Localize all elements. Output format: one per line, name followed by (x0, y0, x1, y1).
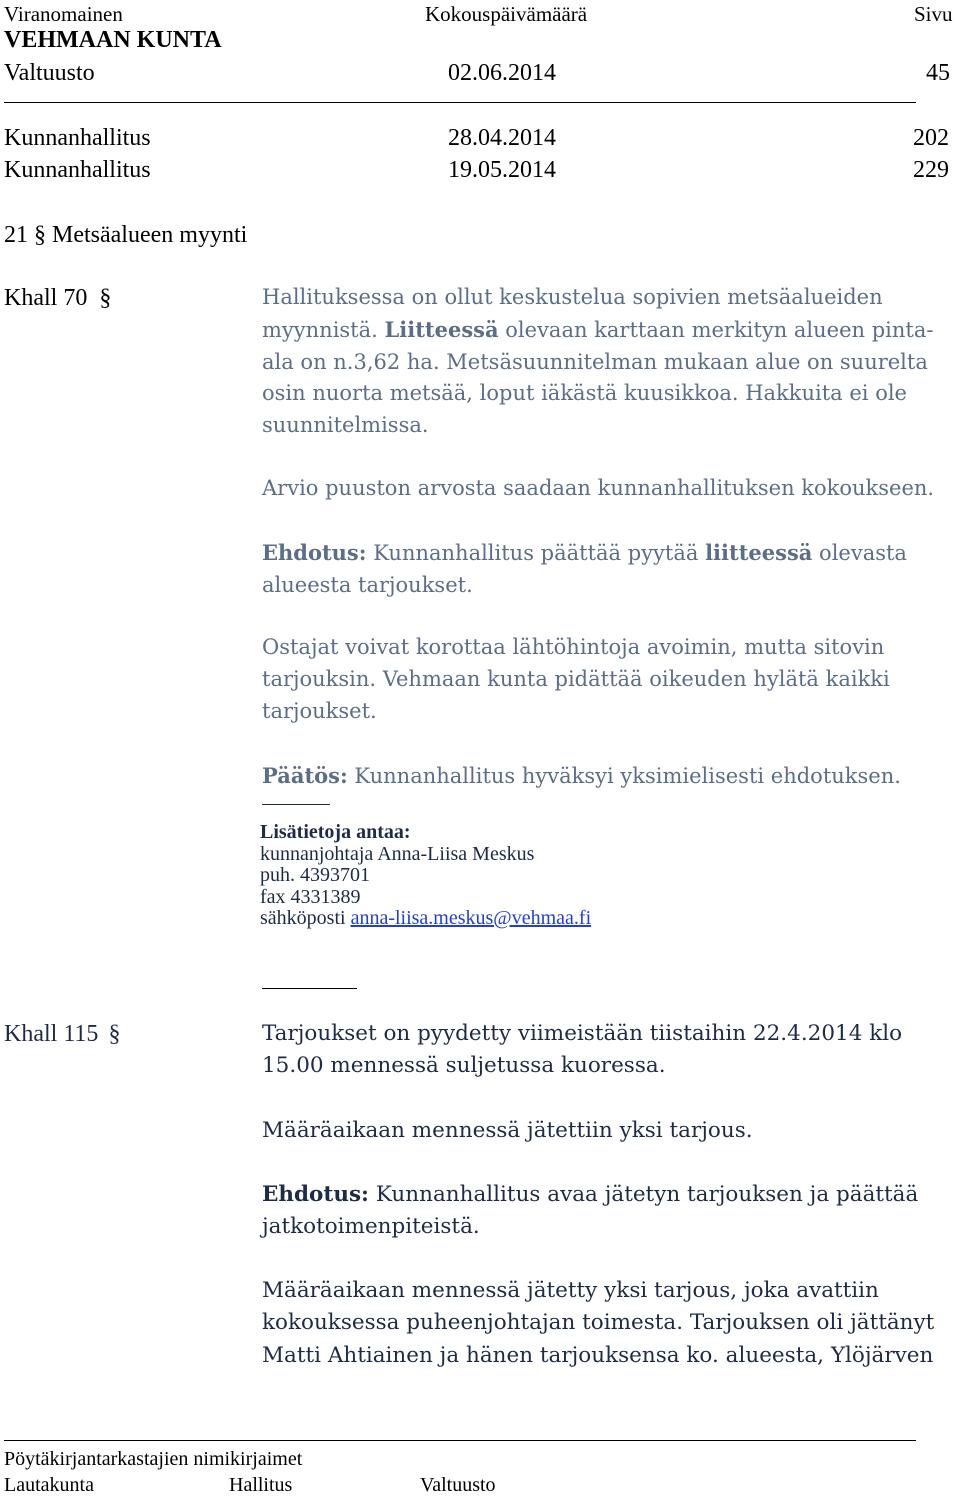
ehdotus-label: Ehdotus: (262, 1182, 369, 1207)
paragraph-line: kokouksessa puheenjohtajan toimesta. Tarjouksen oli jättänyt (262, 1310, 935, 1336)
header-row-page: 202 (913, 125, 949, 151)
paragraph-line: Tarjoukset on pyydetty viimeistään tiistaihin 22.4.2014 klo (262, 1021, 903, 1046)
header-row-page: 229 (913, 157, 949, 183)
khall70-label (4, 285, 111, 312)
municipality-name: VEHMAAN KUNTA (4, 27, 222, 53)
header-row-date: 28.04.2014 (448, 125, 556, 151)
header-row-body: Kunnanhallitus (4, 125, 151, 151)
paragraph-line: alueesta tarjoukset. (262, 572, 473, 597)
footer-separator (4, 1440, 916, 1441)
contact-separator (262, 804, 330, 805)
contact-phone: puh. 4393701 (260, 864, 370, 886)
header-col-page: Sivu (914, 2, 953, 26)
khall70-ehdotus (262, 537, 907, 602)
paragraph-line: jatkotoimenpiteistä. (262, 1214, 480, 1240)
khall70-paragraph-1 (262, 282, 933, 442)
attachment-reference: Liitteessä (384, 316, 499, 342)
khall115-ehdotus (262, 1179, 918, 1244)
header-row-body: Valtuusto (4, 60, 95, 86)
paragraph-line: ala on n.3,62 ha. Metsäsuunnitelman mukaan alue on suurelta (262, 349, 928, 374)
footer-initials-label: Pöytäkirjantarkastajien nimikirjaimet (4, 1448, 303, 1470)
contact-heading: Lisätietoja antaa: (260, 821, 411, 843)
header-row-page: 45 (926, 60, 950, 86)
section-symbol: § (34, 222, 46, 248)
paragraph-line: Ehdotus: Kunnanhallitus päättää pyytää liitteessä olevasta (262, 540, 907, 565)
paragraph-line: Hallituksessa on ollut keskustelua sopivien metsäalueiden (262, 285, 883, 309)
footer-col-lautakunta: Lautakunta (4, 1474, 94, 1496)
paatos-label: Päätös: (262, 763, 348, 788)
paragraph-line: 15.00 mennessä suljetussa kuoressa. (262, 1053, 666, 1079)
section-title (4, 222, 247, 249)
khall70-estimate: Arvio puuston arvosta saadaan kunnanhallituksen kokoukseen. (262, 476, 935, 500)
header-separator (4, 102, 916, 103)
attachment-reference: liitteessä (705, 540, 813, 565)
footer-col-hallitus: Hallitus (229, 1474, 293, 1496)
contact-email-row: sähköposti anna-liisa.meskus@vehmaa.fi (260, 907, 592, 929)
khall70-paatos: Päätös: Kunnanhallitus hyväksyi yksimielisesti ehdotuksen. (262, 763, 901, 788)
khall115-paragraph-2: Määräaikaan mennessä jätettiin yksi tarjous. (262, 1118, 753, 1143)
paragraph-line: Matti Ahtiainen ja hänen tarjouksensa ko. alueesta, Ylöjärven (262, 1342, 934, 1368)
khall70-label-text: Khall 70 (4, 285, 88, 311)
header-col-viranomainen: Viranomainen (4, 2, 123, 26)
contact-email-link[interactable]: anna-liisa.meskus@vehmaa.fi (350, 907, 592, 929)
footer-col-valtuusto: Valtuusto (420, 1474, 496, 1496)
paragraph-line: Ostajat voivat korottaa lähtöhintoja avoimin, mutta sitovin (262, 635, 885, 659)
section-title-text: Metsäalueen myynti (52, 222, 248, 248)
khall115-label (4, 1021, 120, 1048)
khall115-symbol: § (108, 1021, 121, 1047)
paragraph-line: Määräaikaan mennessä jätetty yksi tarjous, joka avattiin (262, 1278, 879, 1303)
paragraph-line: suunnitelmissa. (262, 413, 429, 438)
header-row-date: 02.06.2014 (448, 60, 556, 86)
khall115-paragraph-4 (262, 1275, 934, 1372)
paragraph-line: myynnistä. Liitteessä olevaan karttaan merkityn alueen pinta- (262, 316, 934, 342)
khall115-label-text: Khall 115 (4, 1021, 99, 1047)
paragraph-line: Ehdotus: Kunnanhallitus avaa jätetyn tarjouksen ja päättää (262, 1182, 919, 1207)
contact-fax: fax 4331389 (260, 885, 361, 908)
khall70-buyers-note (262, 632, 890, 727)
paragraph-line: tarjoukset. (262, 698, 377, 723)
khall70-symbol: § (99, 285, 112, 311)
header-col-date: Kokouspäivämäärä (425, 2, 588, 26)
section-number: 21 (4, 222, 28, 248)
paragraph-line: tarjouksin. Vehmaan kunta pidättää oikeuden hylätä kaikki (262, 666, 890, 691)
header-row-body: Kunnanhallitus (4, 157, 151, 183)
contact-name: kunnanjohtaja Anna-Liisa Meskus (260, 842, 535, 865)
paragraph-line: osin nuorta metsää, loput iäkästä kuusikkoa. Hakkuita ei ole (262, 381, 907, 406)
contact-block (260, 822, 591, 930)
header-row-date: 19.05.2014 (448, 157, 556, 183)
khall115-paragraph-1 (262, 1018, 902, 1083)
ehdotus-label: Ehdotus: (262, 540, 367, 565)
section-separator (262, 988, 357, 989)
